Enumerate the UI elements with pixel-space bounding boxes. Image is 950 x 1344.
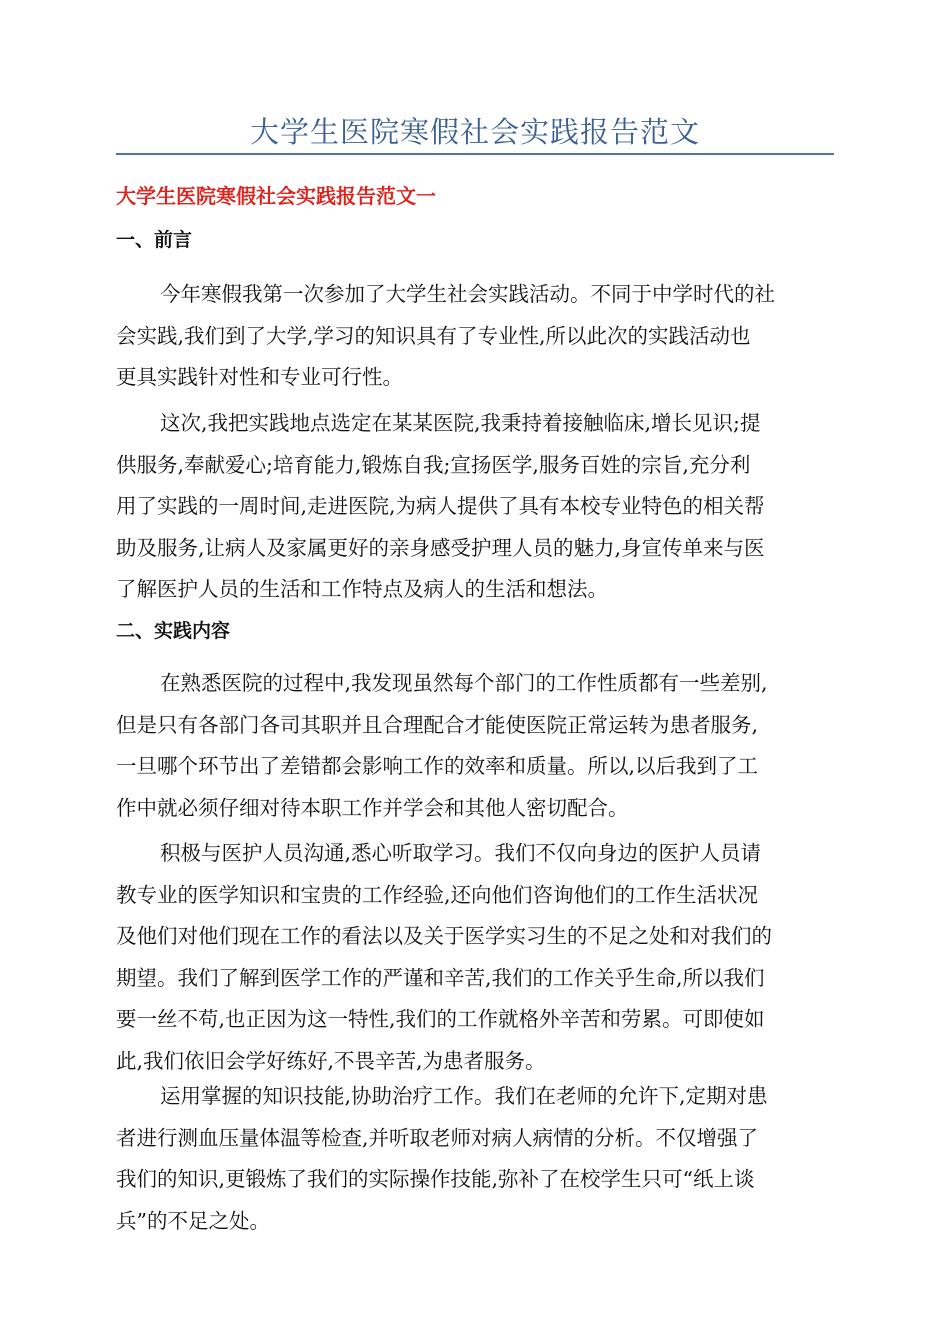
paragraph-line: 运用掌握的知识技能,协助治疗工作。我们在老师的允许下,定期对患 (160, 1084, 768, 1108)
paragraph (116, 663, 834, 829)
section-heading-practice-content: 二、实践内容 (116, 620, 231, 642)
paragraph-line: 用了实践的一周时间,走进医院,为病人提供了具有本校专业特色的相关帮 (116, 494, 765, 518)
paragraph-line: 作中就必须仔细对待本职工作并学会和其他人密切配合。 (116, 795, 629, 820)
section-heading-preface: 一、前言 (116, 229, 193, 251)
paragraph (116, 1076, 834, 1242)
title-underline (116, 153, 834, 155)
paragraph-line: 这次,我把实践地点选定在某某医院,我秉持着接触临床,增长见识;提 (160, 411, 761, 435)
paragraph-line: 教专业的医学知识和宝贵的工作经验,还向他们咨询他们的工作生活状况 (116, 882, 759, 907)
document-subtitle: 大学生医院寒假社会实践报告范文一 (116, 184, 436, 208)
paragraph-line: 助及服务,让病人及家属更好的亲身感受护理人员的魅力,身宣传单来与医 (116, 535, 765, 560)
paragraph-line: 兵”的不足之处。 (116, 1208, 270, 1233)
paragraph-line: 今年寒假我第一次参加了大学生社会实践活动。不同于中学时代的社 (160, 282, 775, 306)
paragraph-line: 期望。我们了解到医学工作的严谨和辛苦,我们的工作关乎生命,所以我们 (116, 965, 765, 990)
paragraph-line: 及他们对他们现在工作的看法以及关于医学实习生的不足之处和对我们的 (116, 924, 772, 948)
paragraph-line: 此,我们依旧会学好练好,不畏辛苦,为患者服务。 (116, 1048, 546, 1073)
paragraph-line: 会实践,我们到了大学,学习的知识具有了专业性,所以此次的实践活动也 (116, 323, 751, 348)
paragraph-line: 供服务,奉献爱心;培育能力,锻炼自我;宣扬医学,服务百姓的宗旨,充分利 (116, 452, 751, 477)
paragraph-line: 在熟悉医院的过程中,我发现虽然每个部门的工作性质都有一些差别, (160, 671, 768, 695)
paragraph-line: 积极与医护人员沟通,悉心听取学习。我们不仅向身边的医护人员请 (160, 841, 762, 865)
paragraph-line: 但是只有各部门各司其职并且合理配合才能使医院正常运转为患者服务, (116, 712, 759, 737)
paragraph-line: 我们的知识,更锻炼了我们的实际操作技能,弥补了在校学生只可“纸上谈 (116, 1167, 755, 1191)
paragraph-line: 了解医护人员的生活和工作特点及病人的生活和想法。 (116, 577, 608, 601)
paragraph-line: 者进行测血压量体温等检查,并听取老师对病人病情的分析。不仅增强了 (116, 1125, 759, 1150)
paragraph (116, 274, 834, 399)
paragraph-line: 一旦哪个环节出了差错都会影响工作的效率和质量。所以,以后我到了工 (116, 754, 759, 778)
paragraph-line: 要一丝不苟,也正因为这一特性,我们的工作就格外辛苦和劳累。可即使如 (116, 1007, 765, 1031)
paragraph-line: 更具实践针对性和专业可行性。 (116, 365, 403, 389)
paragraph (116, 403, 834, 611)
paragraph (116, 833, 834, 1082)
document-title: 大学生医院寒假社会实践报告范文 (249, 115, 700, 149)
